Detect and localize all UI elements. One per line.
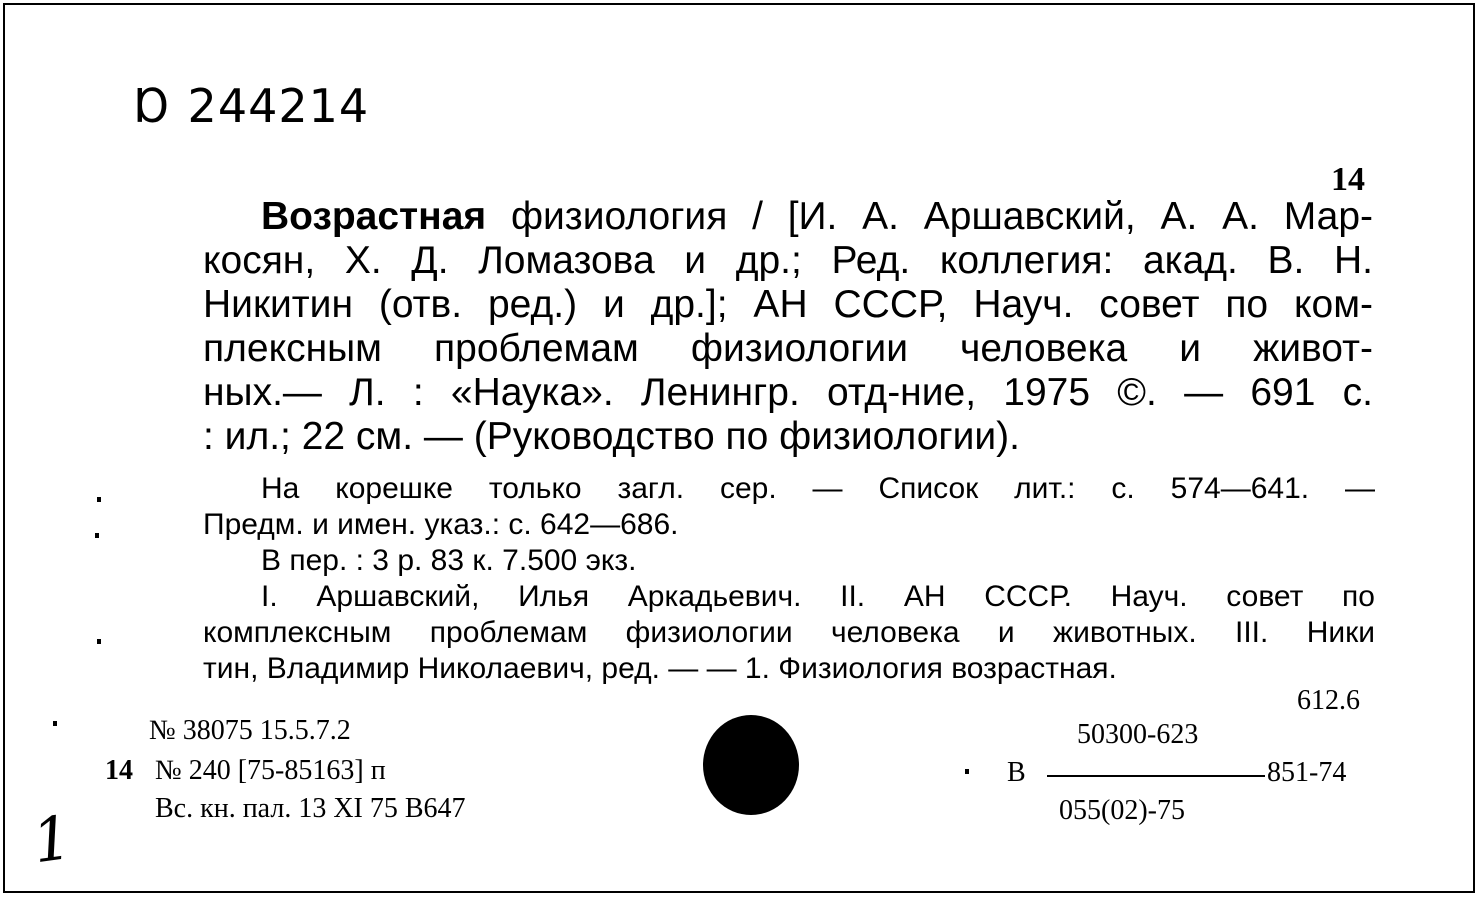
note-line: Предм. и имен. указ.: с. 642—686.: [203, 508, 679, 541]
footer-left-line-2: № 240 [75-85163] п: [155, 755, 386, 786]
handwritten-code: Ɒ 244214: [135, 79, 370, 133]
entry-line: косян, Х. Д. Ломазова и др.; Ред. коллегия: акад. В. Н.: [203, 239, 1373, 282]
footer-right-letter: В: [1007, 757, 1026, 788]
entry-line-text: физиология / [И. А. Аршавский, А. А. Мар-: [486, 195, 1373, 238]
margin-speck: [95, 533, 99, 538]
entry-line: [203, 195, 1373, 239]
margin-speck: [97, 639, 101, 644]
bibliographic-entry: [203, 195, 1373, 459]
entry-notes: [203, 471, 1375, 687]
note-line: На корешке только загл. сер. — Список лит.: с. 574—641. —: [261, 472, 1375, 505]
footer-left-line-3: Вс. кн. пал. 13 XI 75 В647: [155, 793, 466, 824]
entry-line: : ил.; 22 см. — (Руководство по физиологии).: [203, 415, 1021, 458]
footer-left-line-1: № 38075 15.5.7.2: [149, 715, 351, 746]
margin-speck: [97, 497, 101, 502]
footer-right-bottom: 055(02)-75: [1059, 795, 1185, 826]
punch-hole: [703, 715, 799, 815]
margin-speck: [53, 721, 57, 726]
note-line: комплексным проблемам физиологии человека и животных. III. Ники: [203, 616, 1375, 649]
catalog-card: [3, 3, 1475, 893]
note-line: В пер. : 3 р. 83 к. 7.500 экз.: [261, 544, 637, 577]
pencil-mark: 1: [28, 802, 76, 878]
card-number: 14: [1331, 161, 1365, 198]
entry-line: Никитин (отв. ред.) и др.]; АН СССР, Науч. совет по ком-: [203, 283, 1373, 326]
udc-classification: 612.6: [1297, 685, 1360, 716]
entry-line: плексным проблемам физиологии человека и живот-: [203, 327, 1373, 370]
entry-line: ных.— Л. : «Наука». Ленингр. отд-ние, 1975 ©. — 691 с.: [203, 371, 1373, 414]
footer-left-prefix: 14: [105, 755, 133, 786]
footer-right-number: 851-74: [1267, 757, 1347, 788]
footer-divider-rule: [1047, 775, 1265, 777]
note-line: тин, Владимир Николаевич, ред. — — 1. Физиология возрастная.: [203, 652, 1117, 685]
note-line: I. Аршавский, Илья Аркадьевич. II. АН СССР. Науч. совет по: [261, 580, 1375, 613]
entry-title-bold: Возрастная: [261, 195, 487, 238]
margin-speck: [965, 769, 969, 774]
footer-right-top: 50300-623: [1077, 719, 1199, 750]
